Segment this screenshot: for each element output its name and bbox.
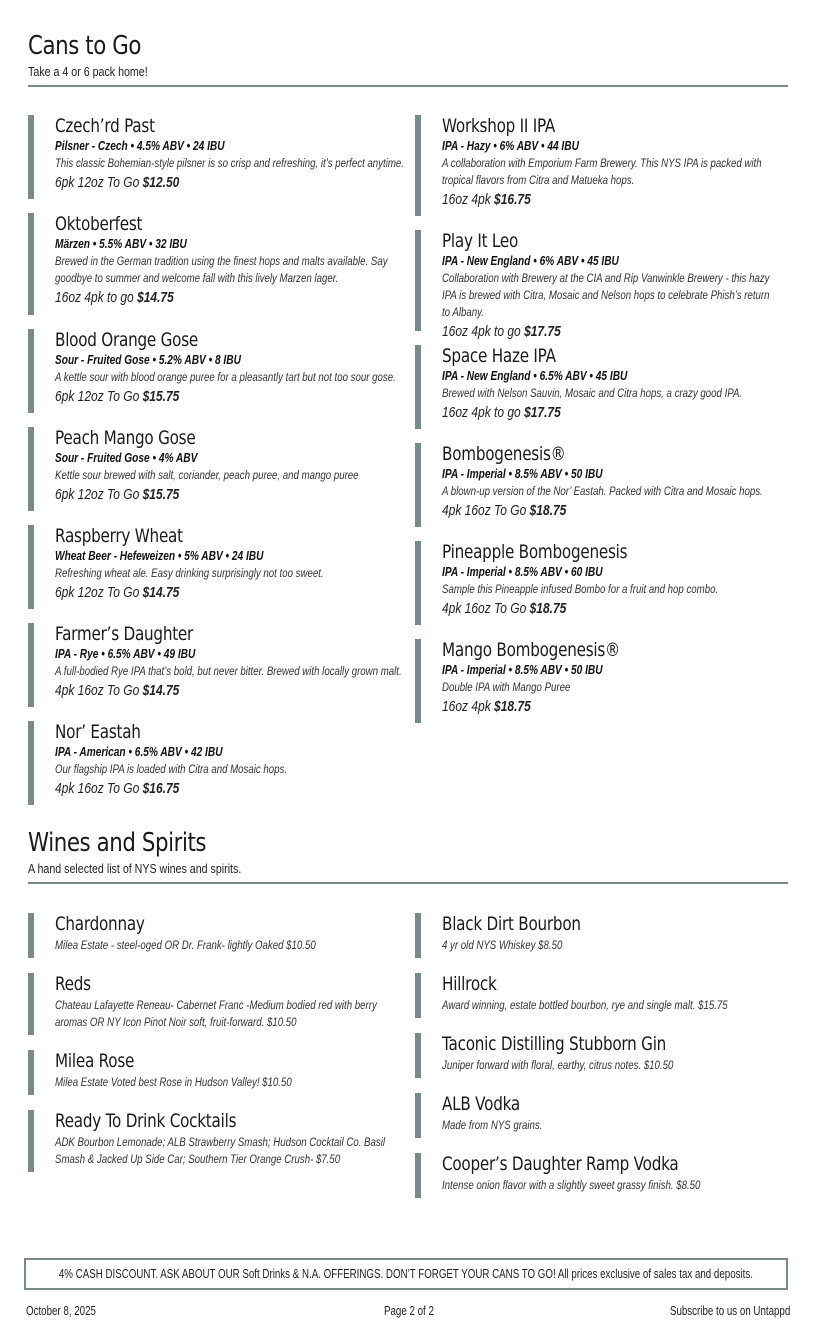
price-value: $18.75: [494, 698, 531, 715]
item-description: 4 yr old NYS Whiskey $8.50: [442, 938, 563, 952]
menu-item: [28, 973, 398, 1035]
price-label: 6pk 12oz To Go: [55, 486, 140, 503]
item-description: Milea Estate - steel-oged OR Dr. Frank- lightly Oaked $10.50: [55, 938, 316, 952]
menu-item: [28, 1110, 398, 1172]
item-name: Workshop II IPA: [442, 115, 556, 137]
price-value: $15.75: [142, 486, 180, 503]
cans-right-column: [415, 115, 785, 723]
item-name: Reds: [55, 973, 91, 995]
item-price-line: [442, 189, 716, 211]
item-name: Peach Mango Gose: [55, 427, 196, 449]
item-description: Refreshing wheat ale. Easy drinking surprisingly not too sweet.: [55, 566, 324, 580]
menu-item: [415, 1153, 785, 1198]
price-value: $14.75: [137, 289, 174, 306]
menu-item: [415, 345, 785, 429]
item-description: Made from NYS grains.: [442, 1118, 543, 1132]
item-description: Our flagship IPA is loaded with Citra and Mosaic hops.: [55, 762, 288, 776]
item-name: Black Dirt Bourbon: [442, 913, 581, 935]
item-price-line: [442, 696, 716, 718]
item-description: Kettle sour brewed with salt, coriander, peach puree, and mango puree: [55, 468, 359, 482]
price-value: $15.75: [142, 388, 180, 405]
item-style-abv-ibu: IPA - American • 6.5% ABV • 42 IBU: [55, 744, 223, 759]
item-price-line: [55, 484, 329, 506]
price-value: $18.75: [529, 502, 567, 519]
item-name: Milea Rose: [55, 1050, 135, 1072]
price-label: 16oz 4pk to go: [442, 404, 521, 421]
item-style-abv-ibu: IPA - Imperial • 8.5% ABV • 60 IBU: [442, 564, 603, 579]
item-style-abv-ibu: Sour - Fruited Gose • 4% ABV: [55, 450, 198, 465]
item-name: Play It Leo: [442, 230, 519, 252]
item-style-abv-ibu: IPA - New England • 6.5% ABV • 45 IBU: [442, 368, 628, 383]
menu-item: [415, 639, 785, 723]
wines-section-header: [28, 827, 788, 884]
item-name: Space Haze IPA: [442, 345, 556, 367]
item-style-abv-ibu: IPA - Hazy • 6% ABV • 44 IBU: [442, 138, 579, 153]
item-style-abv-ibu: Sour - Fruited Gose • 5.2% ABV • 8 IBU: [55, 352, 241, 367]
menu-item: [28, 623, 402, 707]
item-description: A blown-up version of the Nor’ Eastah. Packed with Citra and Mosaic hops.: [442, 484, 763, 498]
item-name: Nor’ Eastah: [55, 721, 141, 743]
price-label: 6pk 12oz To Go: [55, 584, 140, 601]
item-style-abv-ibu: Wheat Beer - Hefeweizen • 5% ABV • 24 IBU: [55, 548, 264, 563]
item-name: Oktoberfest: [55, 213, 143, 235]
cans-section-subtitle: Take a 4 or 6 pack home!: [28, 64, 148, 79]
item-description: A kettle sour with blood orange puree for a pleasantly tart but not too sour gose.: [55, 370, 396, 384]
wines-section-title: Wines and Spirits: [28, 828, 207, 858]
item-description: Double IPA with Mango Puree: [442, 680, 571, 694]
cans-left-column: [28, 115, 404, 805]
price-label: 4pk 16oz To Go: [55, 682, 140, 699]
price-label: 4pk 16oz To Go: [442, 502, 527, 519]
item-price-line: [55, 287, 329, 309]
price-label: 6pk 12oz To Go: [55, 174, 140, 191]
menu-item: [28, 721, 398, 805]
item-name: Czech’rd Past: [55, 115, 155, 137]
item-price-line: [55, 582, 329, 604]
item-description: Milea Estate Voted best Rose in Hudson Valley! $10.50: [55, 1075, 292, 1089]
menu-item: [415, 443, 785, 527]
print-date: October 8, 2025: [26, 1304, 96, 1318]
price-label: 16oz 4pk: [442, 698, 491, 715]
menu-item: [28, 115, 404, 199]
item-description: Collaboration with Brewery at the CIA and Rip Vanwinkle Brewery - this hazy IPA is brewed with Citra, Mosaic and Nelson hops to celebrate Phish’s return to Albany.: [442, 271, 770, 319]
menu-item: [415, 973, 785, 1018]
item-style-abv-ibu: IPA - New England • 6% ABV • 45 IBU: [442, 253, 619, 268]
item-name: Raspberry Wheat: [55, 525, 183, 547]
price-value: $14.75: [142, 584, 180, 601]
item-description: A full-bodied Rye IPA that’s bold, but never bitter. Brewed with locally grown malt.: [55, 664, 402, 678]
item-name: Cooper’s Daughter Ramp Vodka: [442, 1153, 679, 1175]
item-price-line: [442, 500, 716, 522]
footer-notice: 4% CASH DISCOUNT. ASK ABOUT OUR Soft Drinks & N.A. OFFERINGS. DON’T FORGET YOUR CANS TO GO! All prices exclusive of sales tax and deposits.: [58, 1267, 754, 1281]
price-value: $14.75: [142, 682, 180, 699]
menu-item: [28, 329, 398, 413]
item-name: Taconic Distilling Stubborn Gin: [442, 1033, 667, 1055]
item-name: Mango Bombogenesis®: [442, 639, 621, 661]
untappd-link[interactable]: Subscribe to us on Untappd: [669, 1304, 790, 1318]
price-value: $16.75: [494, 191, 531, 208]
menu-item: [415, 1033, 785, 1078]
price-label: 4pk 16oz To Go: [55, 780, 140, 797]
item-description: Chateau Lafayette Reneau- Cabernet Franc -Medium bodied red with berry aromas OR NY Icon Pinot Noir soft, fruit-forward. $10.50: [55, 998, 377, 1029]
price-label: 16oz 4pk to go: [55, 289, 134, 306]
item-style-abv-ibu: IPA - Imperial • 8.5% ABV • 50 IBU: [442, 466, 603, 481]
item-name: Chardonnay: [55, 913, 145, 935]
item-style-abv-ibu: IPA - Imperial • 8.5% ABV • 50 IBU: [442, 662, 603, 677]
item-description: Intense onion flavor with a slightly sweet grassy finish. $8.50: [442, 1178, 701, 1192]
price-label: 6pk 12oz To Go: [55, 388, 140, 405]
item-description: Brewed in the German tradition using the finest hops and malts available. Say goodbye to summer and welcome fall with this lively Marzen lager.: [55, 254, 388, 285]
menu-item: [415, 1093, 785, 1138]
item-style-abv-ibu: IPA - Rye • 6.5% ABV • 49 IBU: [55, 646, 196, 661]
menu-item: [28, 525, 398, 609]
item-price-line: [55, 680, 329, 702]
item-description: A collaboration with Emporium Farm Brewery. This NYS IPA is packed with tropical flavors from Citra and Matueka hops.: [442, 156, 762, 187]
item-name: Ready To Drink Cocktails: [55, 1110, 237, 1132]
cans-section-header: [28, 30, 788, 87]
item-style-abv-ibu: Pilsner - Czech • 4.5% ABV • 24 IBU: [55, 138, 225, 153]
price-value: $18.75: [529, 600, 567, 617]
wines-section-subtitle: A hand selected list of NYS wines and spirits.: [28, 861, 242, 876]
item-name: ALB Vodka: [442, 1093, 520, 1115]
item-description: ADK Bourbon Lemonade; ALB Strawberry Smash; Hudson Cocktail Co. Basil Smash & Jacked Up Side Car; Southern Tier Orange Crush- $7.50: [55, 1135, 386, 1166]
item-description: Sample this Pineapple infused Bombo for a fruit and hop combo.: [442, 582, 719, 596]
price-value: $16.75: [142, 780, 180, 797]
page-number: Page 2 of 2: [384, 1304, 434, 1318]
item-description: Juniper forward with floral, earthy, citrus notes. $10.50: [442, 1058, 674, 1072]
price-label: 16oz 4pk to go: [442, 323, 521, 340]
item-description: This classic Bohemian-style pilsner is so crisp and refreshing, it’s perfect anytime.: [55, 156, 404, 170]
item-style-abv-ibu: Märzen • 5.5% ABV • 32 IBU: [55, 236, 187, 251]
price-value: $12.50: [142, 174, 180, 191]
item-price-line: [442, 321, 716, 343]
item-name: Pineapple Bombogenesis: [442, 541, 628, 563]
footer-notice-box: [24, 1258, 788, 1290]
menu-item: [28, 427, 398, 511]
item-description: Award winning, estate bottled bourbon, rye and single malt. $15.75: [442, 998, 728, 1012]
wines-left-column: [28, 913, 398, 1172]
price-label: 4pk 16oz To Go: [442, 600, 527, 617]
menu-item: [28, 1050, 398, 1095]
item-price-line: [55, 386, 329, 408]
menu-item: [415, 913, 785, 958]
price-label: 16oz 4pk: [442, 191, 491, 208]
item-name: Hillrock: [442, 973, 497, 995]
item-price-line: [55, 778, 329, 800]
menu-item: [415, 115, 785, 216]
price-value: $17.75: [524, 323, 561, 340]
item-name: Blood Orange Gose: [55, 329, 198, 351]
item-name: Farmer’s Daughter: [55, 623, 194, 645]
item-description: Brewed with Nelson Sauvin, Mosaic and Citra hops, a crazy good IPA.: [442, 386, 743, 400]
menu-item: [28, 913, 398, 958]
menu-item: [415, 541, 785, 625]
item-price-line: [55, 172, 329, 194]
wines-right-column: [415, 913, 785, 1198]
cans-section-title: Cans to Go: [28, 31, 141, 61]
menu-item: [415, 230, 785, 340]
item-price-line: [442, 402, 716, 424]
menu-item: [28, 213, 398, 315]
price-value: $17.75: [524, 404, 561, 421]
item-price-line: [442, 598, 716, 620]
item-name: Bombogenesis®: [442, 443, 566, 465]
